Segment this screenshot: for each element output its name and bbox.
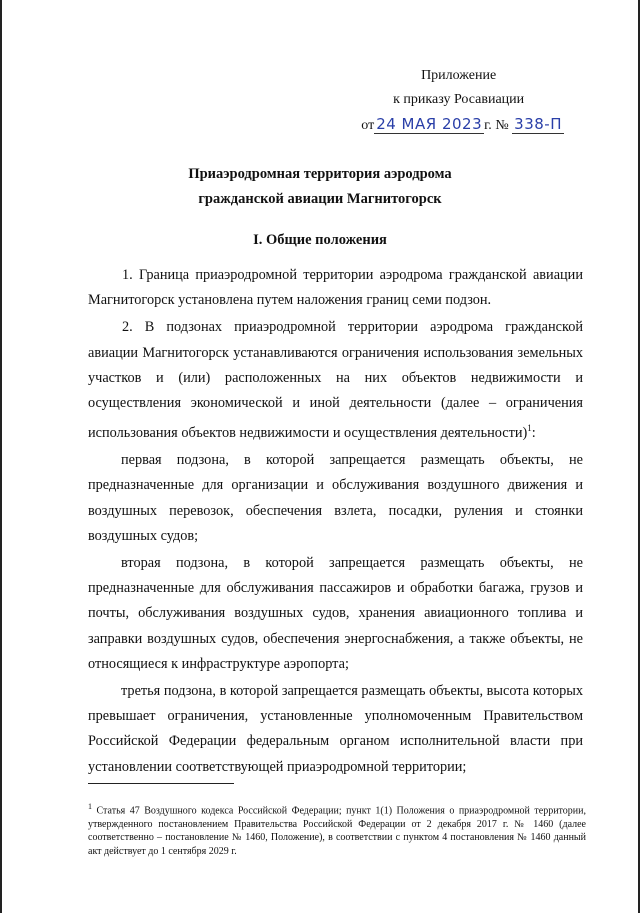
appendix-order-ref: к приказу Росавиации	[393, 92, 525, 107]
subzone-1-item: первая подзона, в которой запрещается размещать объекты, не предназначенные для организации и обслуживания воздушного движения и воздушных перевозок, обеспечения взлета, посадки, руления и стоянки воздушных судов;	[88, 452, 583, 544]
document-title	[2, 162, 638, 212]
footnote-mark: 1	[88, 802, 92, 811]
order-prefix: от	[361, 118, 375, 133]
paragraph-1: 1. Граница приаэродромной территории аэродрома гражданской авиации Магнитогорск установлена путем наложения границ семи подзон.	[88, 267, 583, 309]
subzone-2-item: вторая подзона, в которой запрещается размещать объекты, не предназначенные для обслуживания пассажиров и обработки багажа, грузов и почты, обслуживания воздушных судов, хранения авиационного топлива и заправки воздушных судов, обеспечения энергоснабжения, а также объекты, не относящиеся к инфраструктуре аэропорта;	[88, 555, 583, 672]
order-year-suffix: г.	[484, 118, 492, 133]
section-heading: I. Общие положения	[253, 232, 387, 248]
appendix-title: Приложение	[421, 68, 497, 83]
title-line-2: гражданской авиации Магнитогорск	[198, 191, 442, 207]
order-date-number-line	[361, 112, 564, 138]
footnote-reference: 1	[527, 423, 532, 434]
title-line-1: Приаэродромная территория аэродрома	[188, 166, 452, 182]
order-number-label: №	[495, 118, 509, 133]
body-text	[88, 263, 583, 782]
subzone-3-item: третья подзона, в которой запрещается размещать объекты, высота которых превышает ограничения, установленные уполномоченным Правительством Российской Федерации федеральным органом исполнительной власти при установлении соответствующей приаэродромной территории;	[88, 683, 583, 775]
handwritten-order-date: 24 МАЯ 2023	[376, 115, 483, 133]
appendix-block	[361, 64, 562, 138]
footnote	[88, 800, 586, 858]
paragraph-2-colon: :	[531, 424, 536, 441]
footnote-text: Статья 47 Воздушного кодекса Российской Федерации; пункт 1(1) Положения о приаэродромной территории, утвержденного постановлением Правительства Российской Федерации от 2 декабря 2017 г. № 1460 (далее соответственно – постановление № 1460, Положение), в соответствии с пунктом 4 постановления № 1460 данный акт действует до 1 сентября 2029 г.	[88, 805, 586, 857]
handwritten-order-number: 338-П	[514, 115, 562, 133]
footnote-divider	[88, 783, 234, 784]
paragraph-2-text: 2. В подзонах приаэродромной территории аэродрома гражданской авиации Магнитогорск устанавливаются ограничения использования земельных участков и (или) расположенных на них объектов недвижимости и осуществления экономической и иной деятельности (далее – ограничения использования объектов недвижимости и осуществления деятельности)	[88, 319, 583, 441]
paragraph-2	[88, 315, 583, 446]
